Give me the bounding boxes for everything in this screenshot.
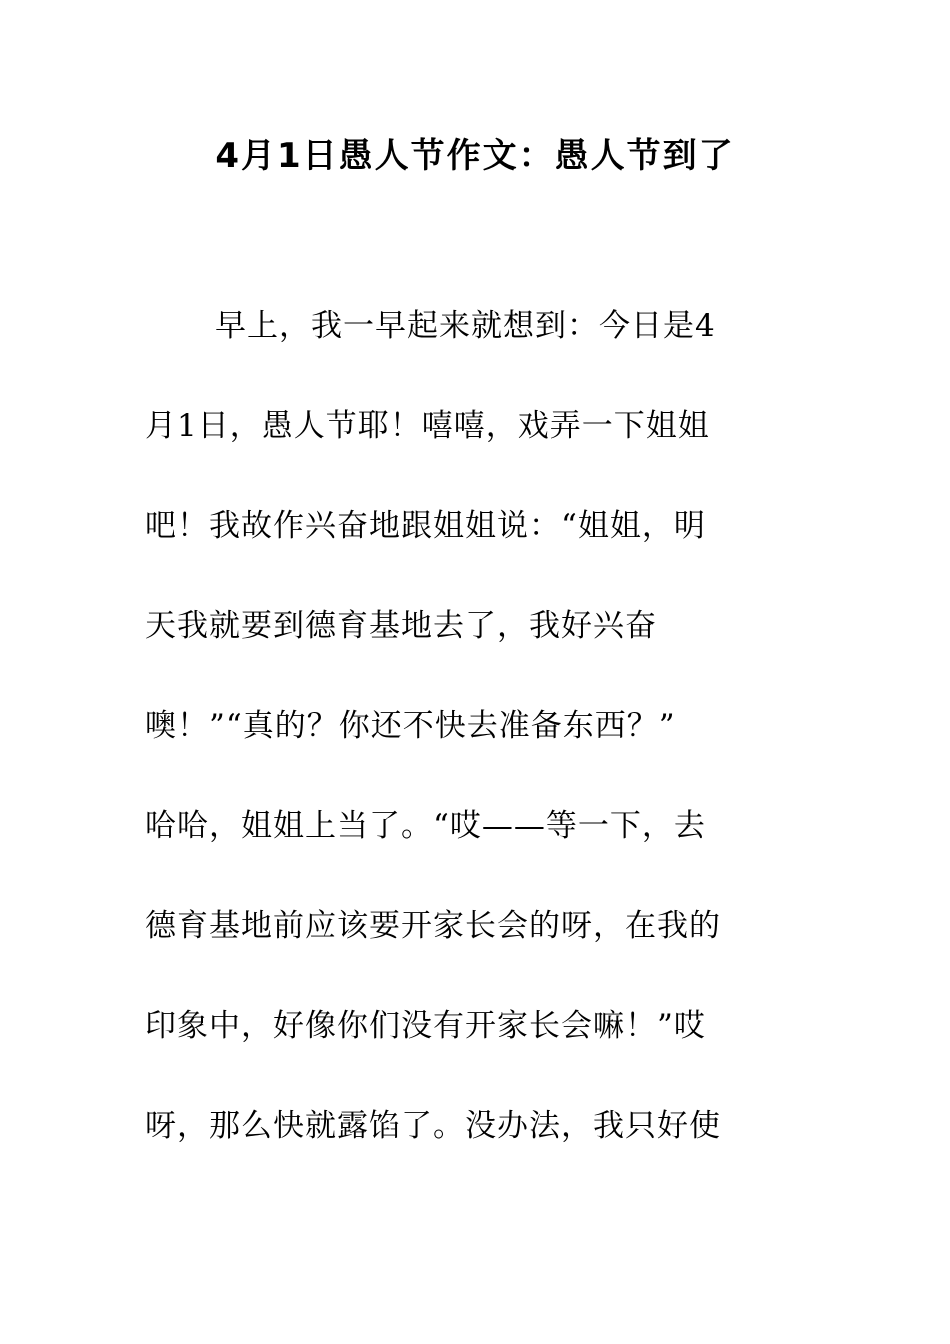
paragraph-line: 早上，我一早起来就想到：今日是4 (215, 308, 716, 344)
paragraph-line: 哈哈，姐姐上当了。“哎——等一下，去 (145, 808, 706, 844)
document-body (145, 300, 785, 1200)
paragraph-line: 呀，那么快就露馅了。没办法，我只好使 (145, 1108, 721, 1144)
paragraph-line: 印象中，好像你们没有开家长会嘛！”哎 (145, 1008, 706, 1044)
document-title: 4月1日愚人节作文：愚人节到了 (215, 136, 735, 176)
paragraph-line: 噢！”“真的？你还不快去准备东西？” (145, 708, 676, 744)
paragraph-line: 天我就要到德育基地去了，我好兴奋 (145, 608, 657, 644)
paragraph-line: 吧！我故作兴奋地跟姐姐说：“姐姐，明 (145, 508, 706, 544)
paragraph-line: 德育基地前应该要开家长会的呀，在我的 (145, 908, 721, 944)
paragraph-line: 月1日，愚人节耶！嘻嘻，戏弄一下姐姐 (145, 408, 710, 444)
